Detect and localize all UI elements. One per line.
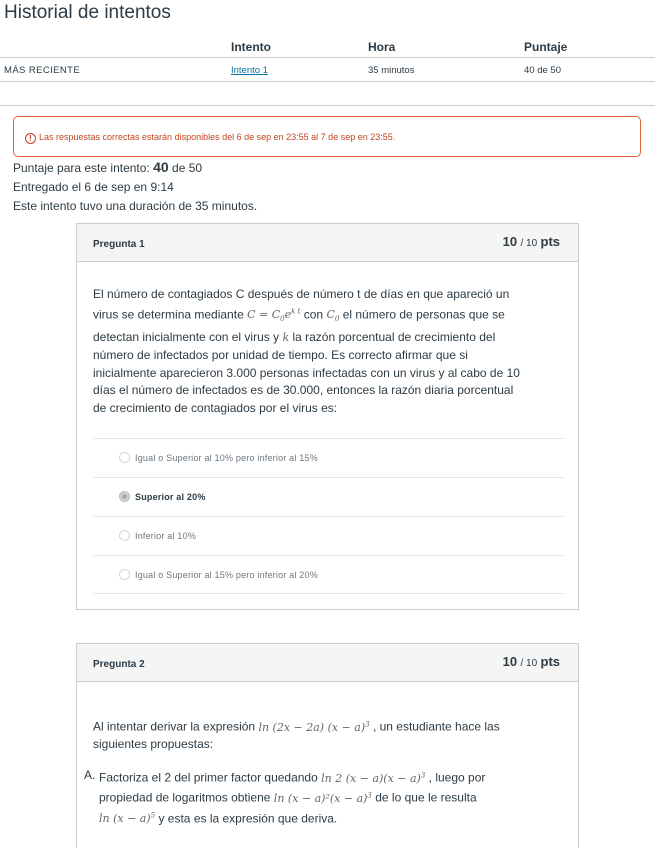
list-marker: A. — [84, 768, 96, 782]
question-text-line: número de infectados por unidad de tiempo. Es correcto afirmar que si — [93, 347, 468, 362]
text-fragment: de lo que le resulta — [375, 791, 477, 806]
text-fragment: , un estudiante hace las — [372, 719, 500, 734]
question-points — [503, 654, 560, 669]
formula — [247, 307, 301, 324]
text-fragment: el número de personas que se — [342, 307, 505, 322]
score-suffix: de 50 — [172, 161, 203, 175]
radio-selected-icon[interactable] — [119, 491, 130, 502]
answer-label: Inferior al 10% — [135, 531, 197, 541]
question-text — [93, 716, 563, 754]
question-text-line — [93, 716, 563, 736]
header-puntaje: Puntaje — [524, 40, 568, 54]
list-item-line — [99, 787, 554, 807]
header-intento: Intento — [231, 40, 271, 54]
text-fragment: la razón porcentual de crecimiento del — [292, 330, 496, 345]
points-earned: 10 — [502, 234, 518, 249]
question-1 — [76, 223, 579, 610]
text-fragment: Al intentar derivar la expresión — [93, 719, 256, 734]
formula-sup: 3 — [420, 771, 426, 779]
table-spacer-row — [0, 82, 655, 106]
list-item-line — [99, 808, 554, 828]
radio-icon[interactable] — [119, 530, 130, 541]
question-text-line: El número de contagiados C después de número t de días en que apareció un — [93, 287, 510, 301]
radio-icon[interactable] — [119, 452, 130, 463]
table-row — [0, 58, 655, 82]
question-text-line — [93, 304, 563, 330]
question-text-line: de crecimiento de contagiados por el virus es: — [93, 401, 338, 416]
formula-sup: 3 — [365, 720, 370, 728]
formula-c-sub: 0 — [334, 315, 340, 324]
question-text-line: siguientes propuestas: — [93, 737, 214, 752]
points-total: / 10 — [520, 238, 538, 249]
attempt-duration: Este intento tuvo una duración de 35 minutos. — [13, 199, 258, 213]
text-fragment: detectan inicialmente con el virus y — [93, 330, 280, 345]
text-fragment: virus se determina mediante — [93, 307, 244, 322]
formula-main: ln (x − a)²(x − a) — [273, 792, 368, 806]
attempt-time: 35 minutos — [368, 65, 415, 76]
points-total: / 10 — [520, 658, 538, 669]
points-label: pts — [540, 234, 560, 249]
formula-main: C = C — [247, 308, 281, 322]
score-line — [13, 158, 257, 178]
score-prefix: Puntaje para este intento: — [13, 161, 150, 175]
question-header — [77, 224, 578, 262]
answer-option[interactable] — [93, 438, 564, 477]
warning-icon: ! — [25, 133, 36, 144]
header-hora: Hora — [368, 40, 396, 54]
answer-option-selected[interactable] — [93, 477, 564, 516]
formula — [321, 772, 425, 785]
question-header — [77, 644, 578, 682]
list-item-line — [99, 767, 554, 787]
text-fragment: con — [303, 307, 324, 322]
question-text — [93, 286, 563, 418]
question-title: Pregunta 1 — [93, 239, 145, 250]
question-text-line — [93, 329, 563, 347]
formula-sub: 0 — [280, 315, 285, 324]
text-fragment: y esta es la expresión que deriva. — [158, 811, 338, 826]
answer-option[interactable] — [93, 516, 564, 555]
formula-c: C — [326, 308, 335, 322]
radio-icon[interactable] — [119, 569, 130, 580]
attempt-score: 40 de 50 — [524, 65, 561, 76]
most-recent-label: MÁS RECIENTE — [4, 65, 81, 76]
submitted-date: Entregado el 6 de sep en 9:14 — [13, 180, 174, 194]
table-header — [0, 36, 655, 58]
formula-main: ln (x − a) — [99, 812, 151, 826]
formula — [99, 812, 155, 825]
answer-option[interactable] — [93, 555, 564, 594]
answer-label: Igual o Superior al 15% pero inferior al 20% — [135, 570, 318, 580]
answer-label: Superior al 20% — [135, 492, 206, 502]
answers-availability-alert — [13, 116, 641, 157]
answer-label: Igual o Superior al 10% pero inferior al 15% — [135, 453, 318, 463]
text-fragment: propiedad de logaritmos obtiene — [99, 791, 271, 806]
question-2 — [76, 643, 579, 848]
list-item — [84, 767, 554, 828]
question-text-line: inicialmente aparecieron 3.000 personas infectadas con un virus y al cabo de 10 — [93, 365, 520, 380]
alert-text: Las respuestas correctas estarán disponibles del 6 de sep en 23:55 al 7 de sep en 23:55. — [39, 132, 396, 142]
page-title: Historial de intentos — [4, 2, 171, 23]
question-points — [503, 234, 560, 249]
formula-c0 — [326, 308, 340, 324]
question-title: Pregunta 2 — [93, 659, 145, 670]
formula-expression — [258, 721, 369, 734]
attempt-1-link[interactable]: Intento 1 — [231, 65, 268, 76]
text-fragment: , luego por — [428, 770, 486, 785]
formula-k: k — [282, 331, 290, 345]
answer-list — [93, 438, 564, 594]
formula-main: ln (2x − 2a) (x − a) — [258, 720, 366, 734]
formula-sup: 5 — [150, 811, 156, 820]
formula — [274, 792, 372, 805]
attempt-summary — [13, 158, 257, 216]
attempt-history-table — [0, 36, 655, 106]
text-fragment: Factoriza el 2 del primer factor quedando — [99, 770, 318, 785]
formula-sup: k t — [291, 307, 301, 316]
question-text-line: días el número de infectados es de 30.000, entonces la razón diaria porcentual — [93, 383, 514, 398]
score-value: 40 — [153, 159, 169, 175]
points-label: pts — [540, 654, 560, 669]
formula-e: e — [284, 308, 292, 322]
formula-sup: 3 — [367, 791, 372, 800]
formula-main: ln 2 (x − a)(x − a) — [321, 771, 421, 785]
points-earned: 10 — [502, 654, 518, 669]
